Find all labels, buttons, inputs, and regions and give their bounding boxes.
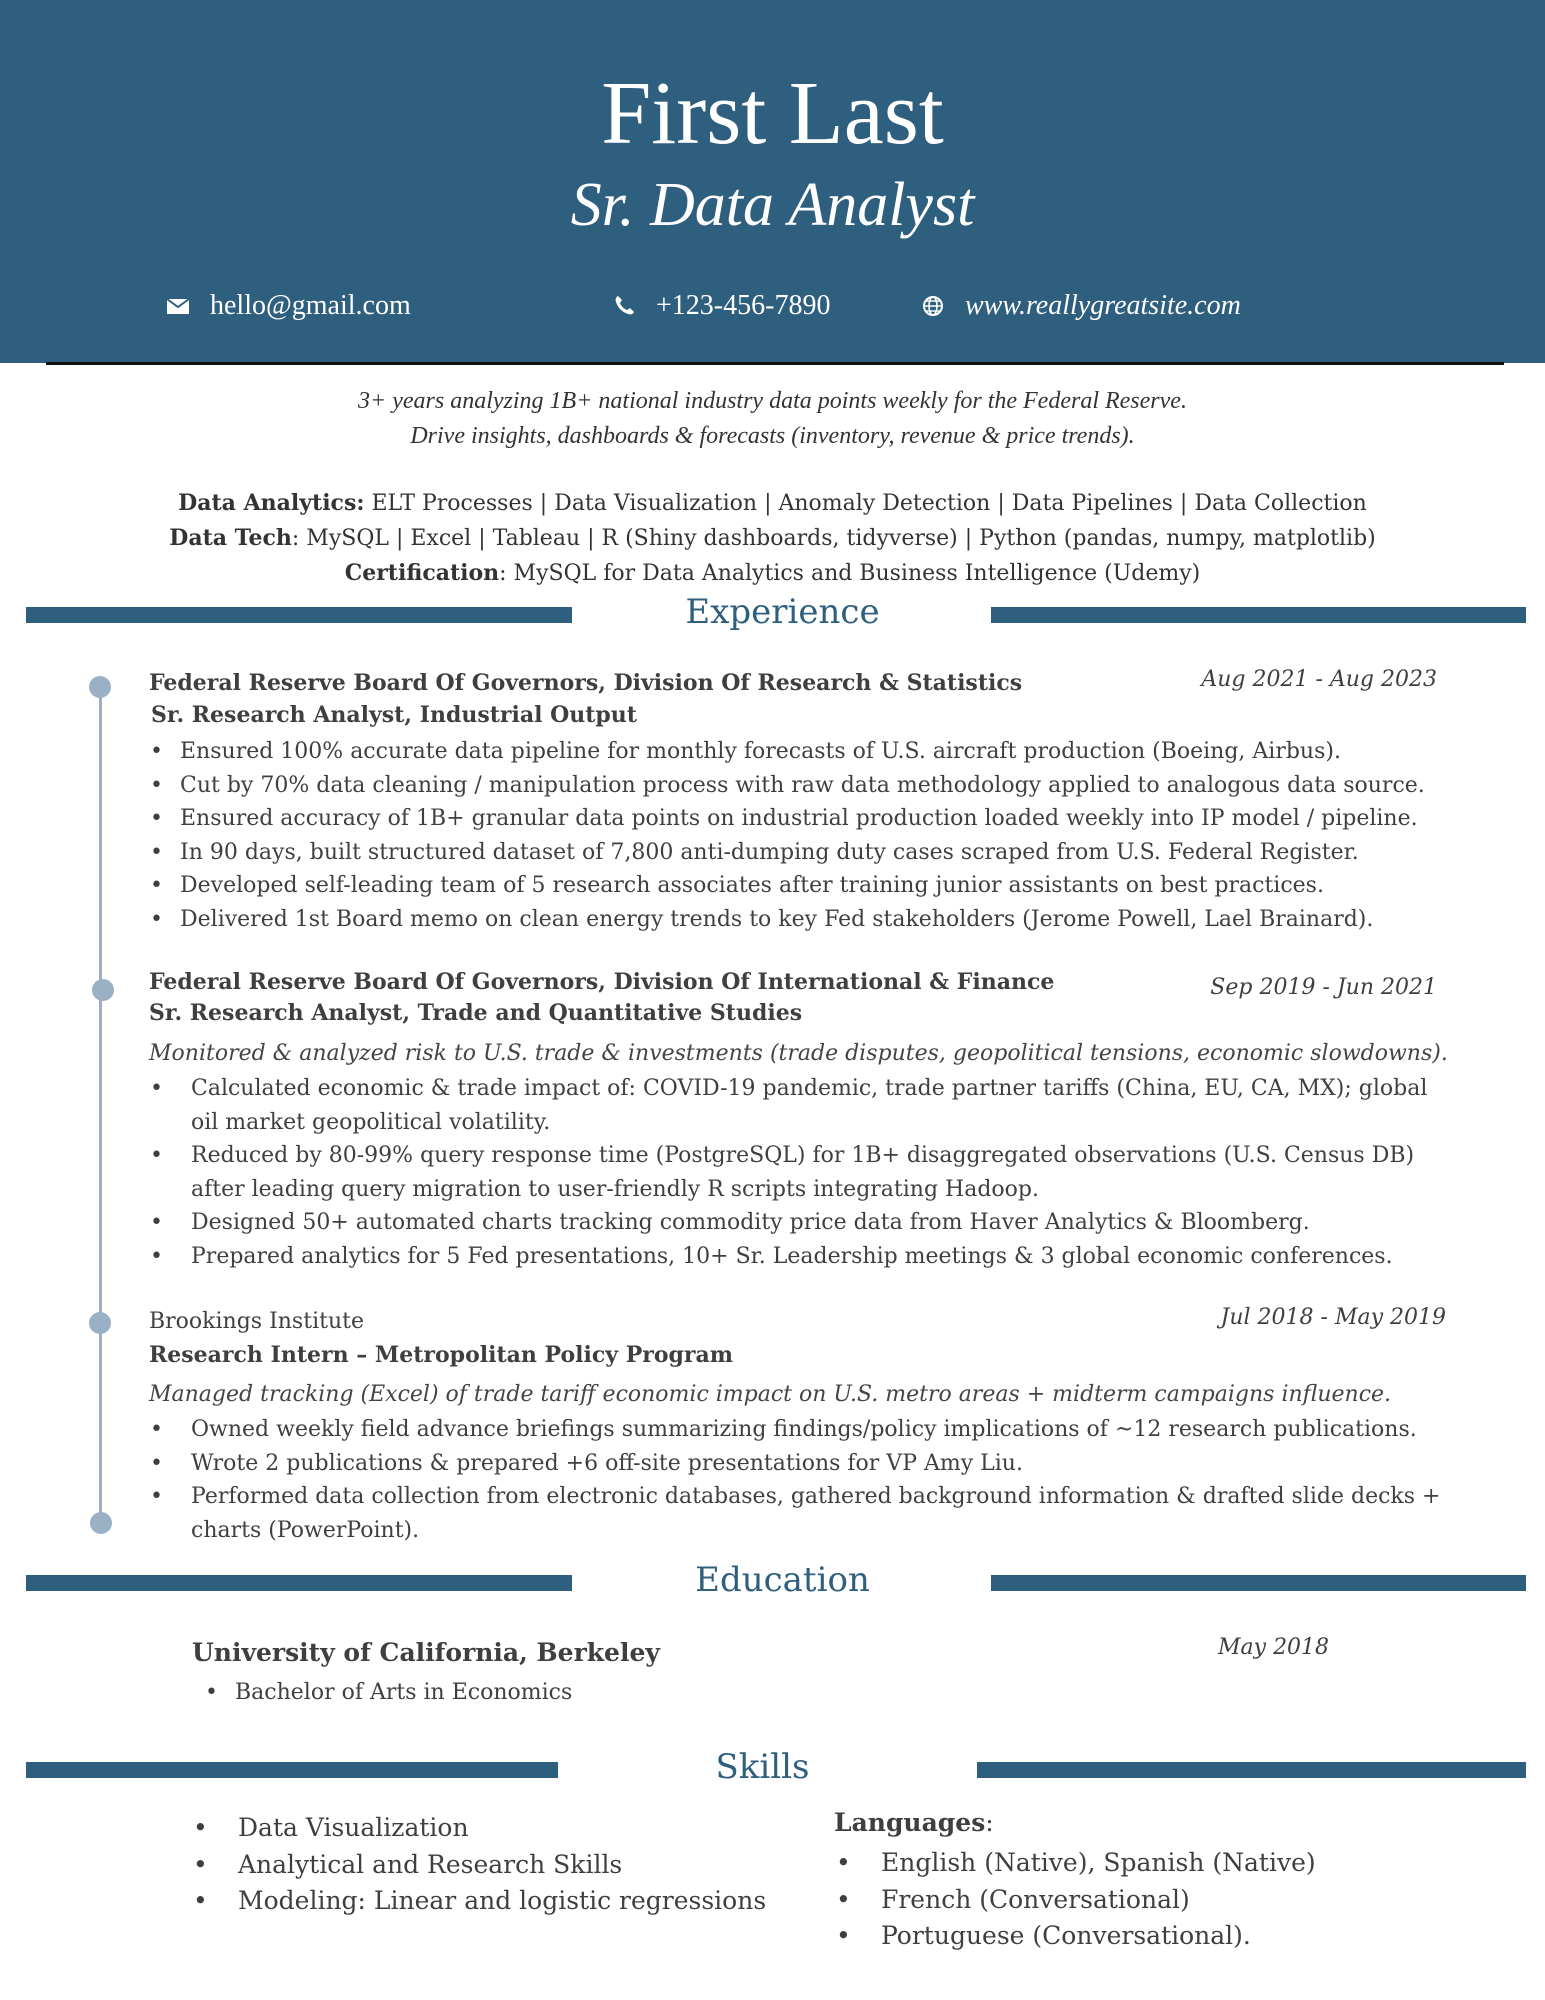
list-item: • In 90 days, built structured dataset of 7,800 anti-dumping duty cases scraped from U.S. Federal Register. (150, 836, 1425, 870)
technical-summary (0, 486, 1545, 591)
list-item: • Delivered 1st Board memo on clean energy trends to key Fed stakeholders (Jerome Powell, Lael Brainard). (150, 903, 1425, 937)
header-divider (46, 362, 1504, 365)
languages-colon: : (985, 1808, 994, 1837)
list-item: • Designed 50+ automated charts tracking commodity price data from Haver Analytics & Bloomberg. (150, 1206, 1450, 1240)
tech-line (0, 521, 1545, 556)
job-role: Sr. Research Analyst, Industrial Output (151, 702, 637, 728)
list-item: • Ensured accuracy of 1B+ granular data points on industrial production loaded weekly into IP model / pipeline. (150, 802, 1425, 836)
job-company: Brookings Institute (149, 1309, 364, 1334)
list-item: • Calculated economic & trade impact of: COVID-19 pandemic, trade partner tariffs (China, EU, CA, MX); global oil market geopolitical volatility. (150, 1072, 1450, 1139)
languages-label-text: Languages (834, 1808, 986, 1837)
header-banner (0, 0, 1545, 363)
timeline-dot (90, 1512, 112, 1534)
languages-label (834, 1808, 994, 1837)
website-contact[interactable] (921, 290, 1241, 322)
list-item: • Data Visualization (193, 1810, 766, 1847)
summary-line: Drive insights, dashboards & forecasts (inventory, revenue & price trends). (410, 423, 1135, 449)
edu-bullets (205, 1676, 572, 1710)
experience-heading: Experience (685, 592, 880, 632)
list-item: • Developed self-leading team of 5 research associates after training junior assistants on best practices. (150, 869, 1425, 903)
envelope-icon (166, 294, 190, 318)
timeline-dot (89, 676, 111, 698)
job-lead: Monitored & analyzed risk to U.S. trade & investments (trade disputes, geopolitical tensions, economic slowdowns). (149, 1041, 1448, 1066)
job-company: Federal Reserve Board Of Governors, Division Of International & Finance (149, 969, 1055, 995)
languages-list (836, 1845, 1316, 1955)
tech-value: ELT Processes | Data Visualization | Anomaly Detection | Data Pipelines | Data Collection (364, 491, 1367, 516)
job-role: Research Intern – Metropolitan Policy Program (149, 1342, 734, 1368)
tech-line (0, 486, 1545, 521)
list-item: • Owned weekly field advance briefings summarizing findings/policy implications of ~12 research publications. (150, 1413, 1450, 1447)
timeline-dot (89, 1312, 111, 1334)
tech-line (0, 556, 1545, 591)
globe-icon (921, 294, 945, 318)
job-bullets (150, 1072, 1450, 1273)
timeline-line (99, 686, 102, 1524)
email-text: hello@gmail.com (210, 290, 411, 321)
summary (0, 384, 1545, 454)
job-bullets (150, 1413, 1450, 1547)
list-item: • Cut by 70% data cleaning / manipulation process with raw data methodology applied to analogous data source. (150, 769, 1425, 803)
list-item: • Prepared analytics for 5 Fed presentations, 10+ Sr. Leadership meetings & 3 global economic conferences. (150, 1240, 1450, 1274)
phone-icon (612, 294, 636, 318)
list-item: • Bachelor of Arts in Economics (205, 1676, 572, 1710)
list-item: • Modeling: Linear and logistic regressions (193, 1883, 766, 1920)
list-item: • Performed data collection from electronic databases, gathered background information & drafted slide decks + charts (PowerPoint). (150, 1480, 1450, 1547)
skills-list (193, 1810, 766, 1920)
list-item: • Ensured 100% accurate data pipeline for monthly forecasts of U.S. aircraft production (Boeing, Airbus). (150, 735, 1425, 769)
job-date: Aug 2021 - Aug 2023 (1201, 667, 1437, 692)
phone-contact[interactable] (612, 290, 830, 322)
tech-label: Data Tech (169, 525, 292, 551)
list-item: • English (Native), Spanish (Native) (836, 1845, 1316, 1882)
list-item: • Analytical and Research Skills (193, 1847, 766, 1884)
list-item: • Portuguese (Conversational). (836, 1918, 1316, 1955)
website-text: www.reallygreatsite.com (965, 290, 1241, 321)
summary-line: 3+ years analyzing 1B+ national industry data points weekly for the Federal Reserve. (358, 388, 1187, 414)
phone-text: +123-456-7890 (656, 290, 831, 321)
edu-date: May 2018 (1218, 1635, 1330, 1660)
tech-label: Certification (344, 560, 500, 586)
tech-value: : MySQL | Excel | Tableau | R (Shiny dashboards, tidyverse) | Python (pandas, numpy, matplotlib) (291, 526, 1376, 551)
job-date: Jul 2018 - May 2019 (1220, 1305, 1446, 1330)
edu-school: University of California, Berkeley (192, 1638, 660, 1667)
tech-label: Data Analytics: (178, 490, 365, 516)
skills-heading: Skills (715, 1747, 810, 1787)
education-heading: Education (695, 1560, 870, 1600)
tech-value: : MySQL for Data Analytics and Business Intelligence (Udemy) (499, 561, 1201, 586)
job-date: Sep 2019 - Jun 2021 (1210, 975, 1437, 1000)
job-lead: Managed tracking (Excel) of trade tariff economic impact on U.S. metro areas + midterm campaigns influence. (149, 1382, 1392, 1407)
list-item: • Wrote 2 publications & prepared +6 off-site presentations for VP Amy Liu. (150, 1447, 1450, 1481)
candidate-name: First Last (601, 64, 944, 163)
job-bullets (150, 735, 1425, 936)
timeline-dot (92, 979, 114, 1001)
list-item: • Reduced by 80-99% query response time (PostgreSQL) for 1B+ disaggregated observations (U.S. Census DB) after leading query migration to user-friendly R scripts integrating Hadoop. (150, 1139, 1450, 1206)
email-contact[interactable] (166, 290, 411, 322)
job-title: Sr. Data Analyst (570, 171, 975, 239)
list-item: • French (Conversational) (836, 1882, 1316, 1919)
job-company: Federal Reserve Board Of Governors, Division Of Research & Statistics (149, 670, 1023, 696)
job-role: Sr. Research Analyst, Trade and Quantitative Studies (149, 1000, 803, 1026)
